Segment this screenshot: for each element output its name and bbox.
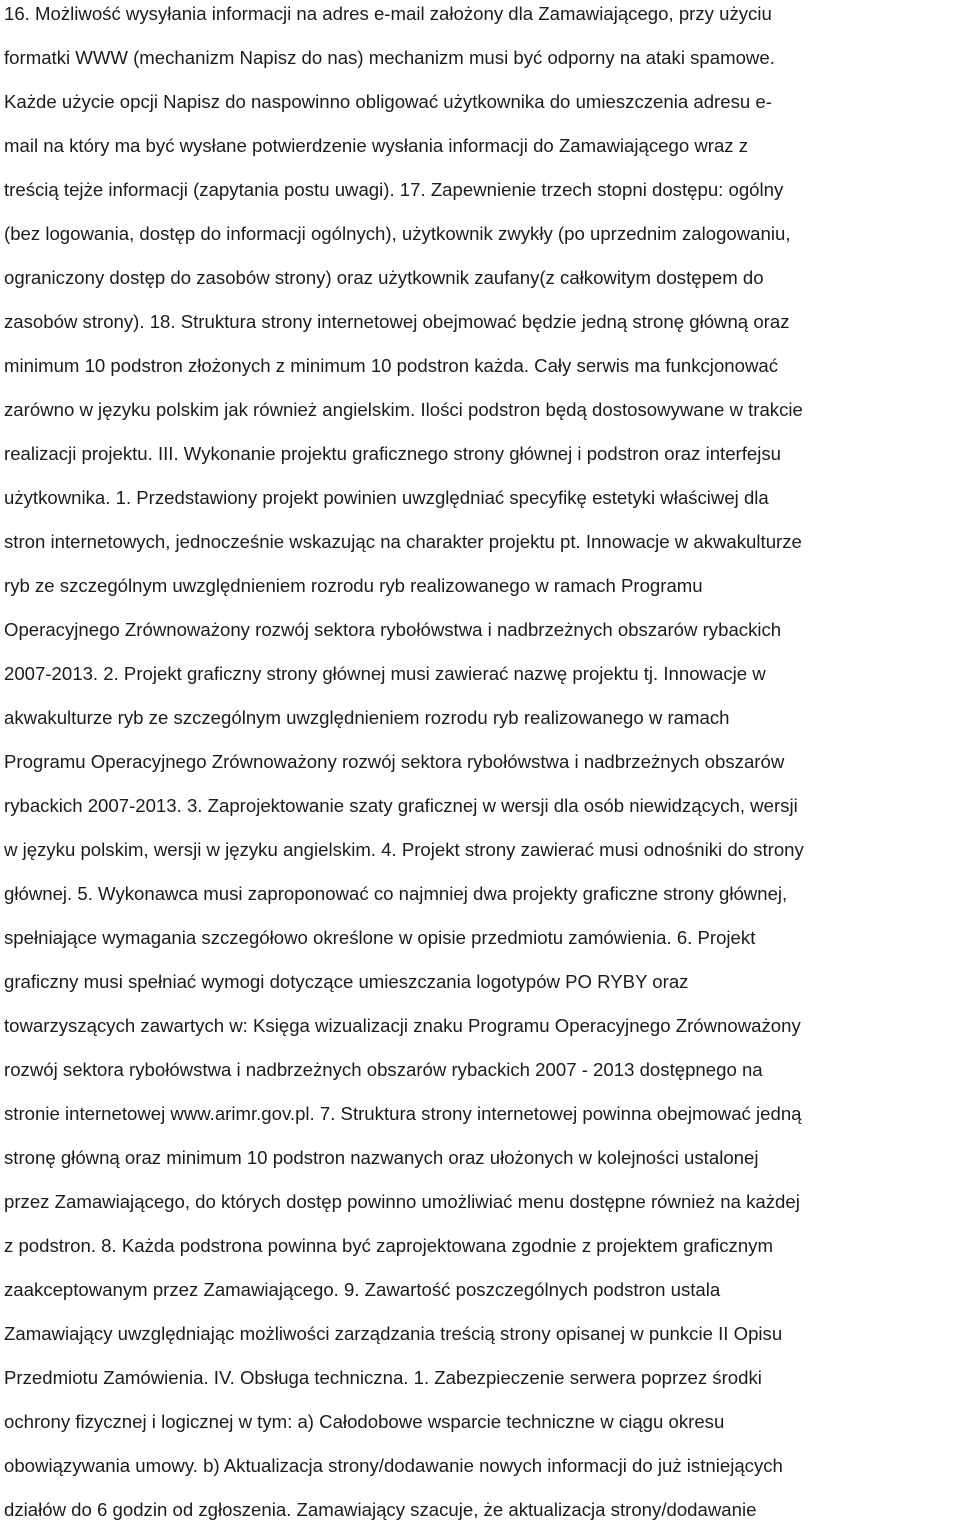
text-line: zarówno w języku polskim jak również angielskim. Ilości podstron będą dostosowywane w trakcie [4, 399, 803, 420]
text-line: zaakceptowanym przez Zamawiającego. 9. Zawartość poszczególnych podstron ustala [4, 1279, 721, 1300]
text-line: rozwój sektora rybołówstwa i nadbrzeżnych obszarów rybackich 2007 - 2013 dostępnego na [4, 1059, 763, 1080]
text-line: obowiązywania umowy. b) Aktualizacja strony/dodawanie nowych informacji do już istniejących [4, 1455, 783, 1476]
text-line: Zamawiający uwzględniając możliwości zarządzania treścią strony opisanej w punkcie II Opisu [4, 1323, 783, 1344]
text-line: ryb ze szczególnym uwzględnieniem rozrodu ryb realizowanego w ramach Programu [4, 575, 703, 596]
text-line: ochrony fizycznej i logicznej w tym: a) Całodobowe wsparcie techniczne w ciągu okresu [4, 1411, 725, 1432]
text-line: stronie internetowej www.arimr.gov.pl. 7. Struktura strony internetowej powinna obejmować jedną [4, 1103, 802, 1124]
text-line: treścią tejże informacji (zapytania postu uwagi). 17. Zapewnienie trzech stopni dostępu: ogólny [4, 179, 784, 200]
text-line: formatki WWW (mechanizm Napisz do nas) mechanizm musi być odporny na ataki spamowe. [4, 47, 775, 68]
text-line: akwakulturze ryb ze szczególnym uwzględnieniem rozrodu ryb realizowanego w ramach [4, 707, 730, 728]
text-line: stron internetowych, jednocześnie wskazując na charakter projektu pt. Innowacje w akwakulturze [4, 531, 802, 552]
text-line: działów do 6 godzin od zgłoszenia. Zamawiający szacuje, że aktualizacja strony/dodawanie [4, 1499, 757, 1520]
text-line: Przedmiotu Zamówienia. IV. Obsługa techniczna. 1. Zabezpieczenie serwera poprzez środki [4, 1367, 762, 1388]
text-line: w języku polskim, wersji w języku angielskim. 4. Projekt strony zawierać musi odnośniki do strony [4, 839, 804, 860]
text-line: rybackich 2007-2013. 3. Zaprojektowanie szaty graficznej w wersji dla osób niewidzących, wersji [4, 795, 798, 816]
text-line: stronę główną oraz minimum 10 podstron nazwanych oraz ułożonych w kolejności ustalonej [4, 1147, 759, 1168]
text-line: Każde użycie opcji Napisz do naspowinno obligować użytkownika do umieszczenia adresu e- [4, 91, 772, 112]
text-line: Operacyjnego Zrównoważony rozwój sektora rybołówstwa i nadbrzeżnych obszarów rybackich [4, 619, 782, 640]
text-line: mail na który ma być wysłane potwierdzenie wysłania informacji do Zamawiającego wraz z [4, 135, 749, 156]
text-line: Programu Operacyjnego Zrównoważony rozwój sektora rybołówstwa i nadbrzeżnych obszarów [4, 751, 785, 772]
text-line: realizacji projektu. III. Wykonanie projektu graficznego strony głównej i podstron oraz interfejsu [4, 443, 782, 464]
text-line: 16. Możliwość wysyłania informacji na adres e-mail założony dla Zamawiającego, przy użyciu [4, 3, 772, 24]
text-line: ograniczony dostęp do zasobów strony) oraz użytkownik zaufany(z całkowitym dostępem do [4, 267, 764, 288]
text-line: użytkownika. 1. Przedstawiony projekt powinien uwzględniać specyfikę estetyki właściwej dla [4, 487, 769, 508]
text-line: (bez logowania, dostęp do informacji ogólnych), użytkownik zwykły (po uprzednim zalogowaniu, [4, 223, 791, 244]
text-line: przez Zamawiającego, do których dostęp powinno umożliwiać menu dostępne również na każdej [4, 1191, 800, 1212]
text-line: zasobów strony). 18. Struktura strony internetowej obejmować będzie jedną stronę główną oraz [4, 311, 790, 332]
text-line: spełniające wymagania szczegółowo określone w opisie przedmiotu zamówienia. 6. Projekt [4, 927, 756, 948]
text-line: graficzny musi spełniać wymogi dotyczące umieszczania logotypów PO RYBY oraz [4, 971, 689, 992]
text-line: głównej. 5. Wykonawca musi zaproponować co najmniej dwa projekty graficzne strony głównej, [4, 883, 788, 904]
text-line: z podstron. 8. Każda podstrona powinna być zaprojektowana zgodnie z projektem graficznym [4, 1235, 773, 1256]
text-line: towarzyszących zawartych w: Księga wizualizacji znaku Programu Operacyjnego Zrównoważony [4, 1015, 801, 1036]
text-line: 2007-2013. 2. Projekt graficzny strony głównej musi zawierać nazwę projektu tj. Innowacje w [4, 663, 766, 684]
text-line: minimum 10 podstron złożonych z minimum 10 podstron każda. Cały serwis ma funkcjonować [4, 355, 779, 376]
